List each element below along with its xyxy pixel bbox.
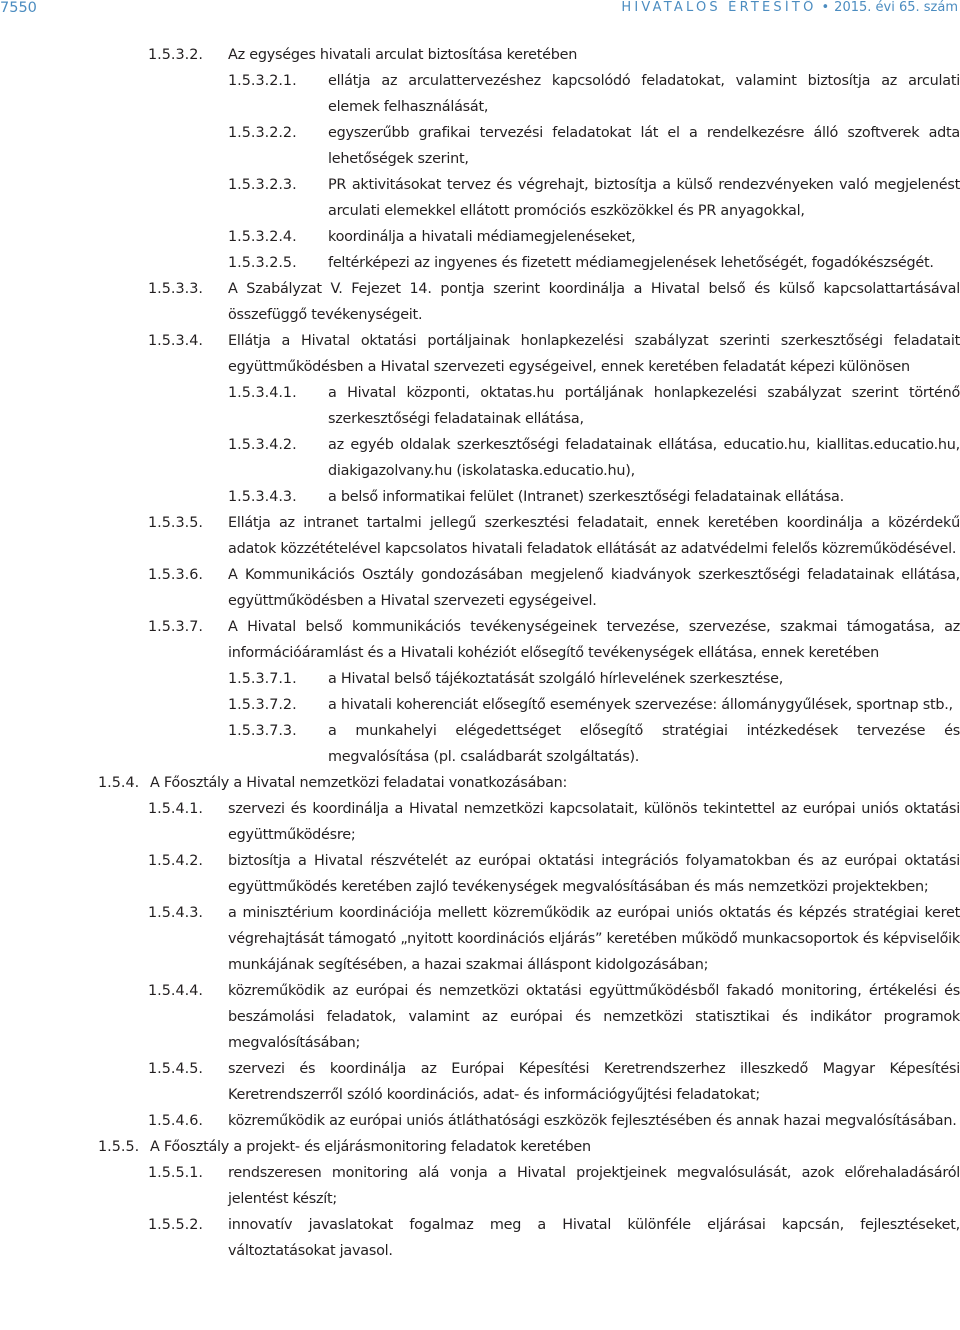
list-item — [228, 380, 960, 432]
item-number: 1.5.3.2.3. — [228, 177, 297, 193]
item-text: A Kommunikációs Osztály gondozásában megjelenő kiadványok szerkesztőségi feladatainak ellátása, együttműködésben a Hivatal szervezeti egységeivel. — [228, 567, 960, 609]
list-item — [148, 1160, 960, 1212]
item-text: a belső informatikai felület (Intranet) szerkesztőségi feladatainak ellátása. — [328, 489, 844, 505]
item-text: PR aktivitásokat tervez és végrehajt, biztosítja a külső rendezvényeken való megjelenést arculati elemekkel ellátott promóciós eszközökkel és PR anyagokkal, — [328, 177, 960, 219]
item-number: 1.5.3.4.1. — [228, 385, 297, 401]
list-item — [148, 562, 960, 614]
list-item — [148, 510, 960, 562]
list-item — [148, 1212, 960, 1264]
item-text: rendszeresen monitoring alá vonja a Hivatal projektjeinek megvalósulását, azok előrehaladásáról jelentést készít; — [228, 1165, 960, 1207]
item-number: 1.5.3.2.4. — [228, 229, 297, 245]
item-number: 1.5.3.2.5. — [228, 255, 297, 271]
item-text: a minisztérium koordinációja mellett közreműködik az európai uniós oktatás és képzés stratégiai keret végrehajtását támogató „nyitott koordinációs eljárás” keretében működő munkacsoportok és képviselőik munkájának segítésében, a hazai szakmai álláspont kidolgozásában; — [228, 905, 960, 973]
item-number: 1.5.3.5. — [148, 515, 203, 531]
list-item — [148, 978, 960, 1056]
item-text: A Főosztály a projekt- és eljárásmonitoring feladatok keretében — [150, 1139, 591, 1155]
item-text: innovatív javaslatokat fogalmaz meg a Hivatal különféle eljárásai kapcsán, fejlesztéseket, változtatásokat javasol. — [228, 1217, 960, 1259]
header-separator: • — [821, 0, 830, 15]
list-item — [148, 276, 960, 328]
item-text: az egyéb oldalak szerkesztőségi feladatainak ellátása, educatio.hu, kiallitas.educatio.hu, diakigazolvany.hu (iskolataska.educatio.hu), — [328, 437, 960, 479]
item-text: A Hivatal belső kommunikációs tevékenységeinek tervezése, szervezése, szakmai támogatása, az információáramlást és a Hivatali kohéziót elősegítő tevékenységek ellátása, ennek keretében — [228, 619, 960, 661]
list-item — [228, 172, 960, 224]
list-item — [228, 224, 960, 250]
list-item — [148, 900, 960, 978]
item-number: 1.5.3.4. — [148, 333, 203, 349]
item-text: Ellátja a Hivatal oktatási portáljainak honlapkezelési szabályzat szerinti szerkesztőségi feladatait együttműködésben a Hivatal szervezeti egységeivel, ennek keretében feladatát képezi különösen — [228, 333, 960, 375]
item-number: 1.5.3.7.1. — [228, 671, 297, 687]
item-text: a hivatali koherenciát elősegítő események szervezése: állománygyűlések, sportnap stb., — [328, 697, 953, 713]
section-heading — [98, 770, 960, 796]
list-item — [148, 614, 960, 666]
item-text: közreműködik az európai uniós átláthatósági eszközök fejlesztésében és annak hazai megvalósításában. — [228, 1113, 957, 1129]
item-number: 1.5.4.6. — [148, 1113, 203, 1129]
item-number: 1.5.4.5. — [148, 1061, 203, 1077]
document-body — [0, 42, 960, 1264]
list-item — [228, 120, 960, 172]
item-number: 1.5.3.2.1. — [228, 73, 297, 89]
item-number: 1.5.3.7.2. — [228, 697, 297, 713]
item-number: 1.5.3.7.3. — [228, 723, 297, 739]
item-text: Az egységes hivatali arculat biztosítása keretében — [228, 47, 578, 63]
item-text: egyszerűbb grafikai tervezési feladatokat lát el a rendelkezésre álló szoftverek adta lehetőségek szerint, — [328, 125, 960, 167]
item-text: ellátja az arculattervezéshez kapcsolódó feladatokat, valamint biztosítja az arculati elemek felhasználását, — [328, 73, 960, 115]
list-item — [228, 666, 960, 692]
item-number: 1.5.3.3. — [148, 281, 203, 297]
item-number: 1.5.4.2. — [148, 853, 203, 869]
item-text: szervezi és koordinálja az Európai Képesítési Keretrendszerhez illeszkedő Magyar Képesítési Keretrendszerről szóló koordinációs, adat- és információgyűjtési feladatokat; — [228, 1061, 960, 1103]
item-text: Ellátja az intranet tartalmi jellegű szerkesztési feladatait, ennek keretében koordinálja a közérdekű adatok közzétételével kapcsolatos hivatali feladatok ellátását az adatvédelmi felelős közreműködésével. — [228, 515, 960, 557]
item-number: 1.5.4.4. — [148, 983, 203, 999]
item-text: feltérképezi az ingyenes és fizetett médiamegjelenések lehetőségét, fogadókészségét. — [328, 255, 934, 271]
item-number: 1.5.3.2. — [148, 47, 203, 63]
item-text: A Főosztály a Hivatal nemzetközi feladatai vonatkozásában: — [150, 775, 568, 791]
item-number: 1.5.3.7. — [148, 619, 203, 635]
page-header — [0, 0, 960, 22]
journal-name: HIVATALOS ÉRTESÍTŐ — [621, 0, 817, 15]
item-text: A Szabályzat V. Fejezet 14. pontja szerint koordinálja a Hivatal belső és külső kapcsolattartásával összefüggő tevékenységeit. — [228, 281, 960, 323]
item-number: 1.5.3.4.3. — [228, 489, 297, 505]
item-text: a munkahelyi elégedettséget elősegítő stratégiai intézkedések tervezése és megvalósítása (pl. családbarát szolgáltatás). — [328, 723, 960, 765]
list-item — [228, 484, 960, 510]
journal-title — [621, 0, 958, 15]
item-text: koordinálja a hivatali médiamegjelenéseket, — [328, 229, 636, 245]
list-item — [228, 692, 960, 718]
list-item — [228, 432, 960, 484]
item-text: közreműködik az európai és nemzetközi oktatási együttműködésből fakadó monitoring, értékelési és beszámolási feladatok, valamint az európai és nemzetközi statisztikai és indikátor programok megvalósításában; — [228, 983, 960, 1051]
item-text: a Hivatal központi, oktatas.hu portáljának honlapkezelési szabályzat szerint történő szerkesztőségi feladatainak ellátása, — [328, 385, 960, 427]
page-number: 7550 — [0, 0, 37, 16]
item-number: 1.5.3.4.2. — [228, 437, 297, 453]
list-item — [148, 796, 960, 848]
section-heading — [98, 1134, 960, 1160]
issue-label: 2015. évi 65. szám — [834, 0, 958, 15]
item-number: 1.5.4.1. — [148, 801, 203, 817]
list-item — [148, 848, 960, 900]
list-item — [228, 718, 960, 770]
item-number: 1.5.4.3. — [148, 905, 203, 921]
list-item — [148, 1056, 960, 1108]
list-item — [148, 1108, 960, 1134]
list-item — [148, 42, 960, 68]
list-item — [228, 68, 960, 120]
item-number: 1.5.5.2. — [148, 1217, 203, 1233]
list-item — [148, 328, 960, 380]
item-text: szervezi és koordinálja a Hivatal nemzetközi kapcsolatait, különös tekintettel az európai uniós oktatási együttműködésre; — [228, 801, 960, 843]
item-number: 1.5.5.1. — [148, 1165, 203, 1181]
item-text: a Hivatal belső tájékoztatását szolgáló hírlevelének szerkesztése, — [328, 671, 784, 687]
item-number: 1.5.3.6. — [148, 567, 203, 583]
item-text: biztosítja a Hivatal részvételét az európai oktatási integrációs folyamatokban és az európai oktatási együttműködés keretében zajló tevékenységek megvalósításában és más nemzetközi projektekben; — [228, 853, 960, 895]
item-number: 1.5.4. — [98, 775, 140, 791]
list-item — [228, 250, 960, 276]
item-number: 1.5.5. — [98, 1139, 140, 1155]
item-number: 1.5.3.2.2. — [228, 125, 297, 141]
